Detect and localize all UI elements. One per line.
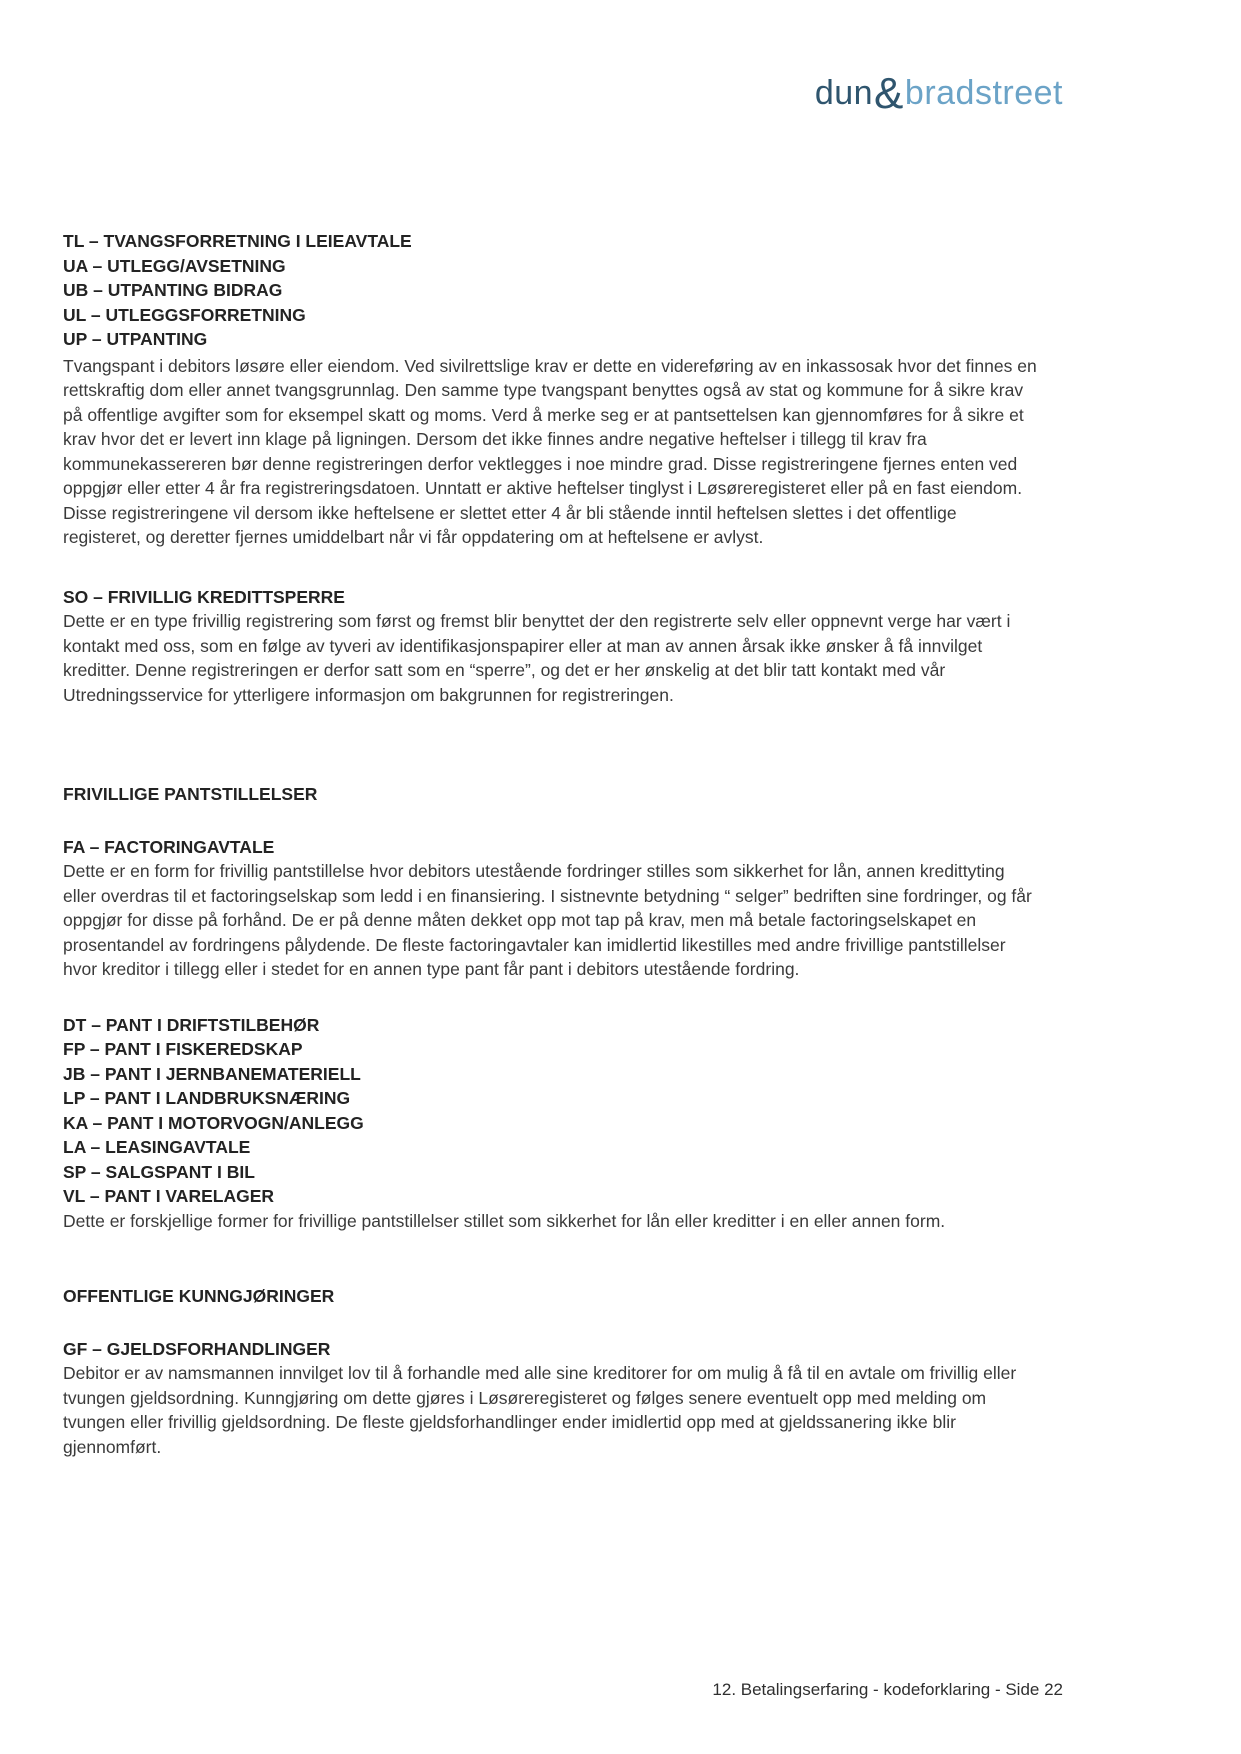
document-body	[63, 0, 1038, 1459]
code-line: UP – UTPANTING	[63, 329, 208, 349]
enforcement-description: Tvangspant i debitors løsøre eller eiendom. Ved sivilrettslige krav er dette en videreføring av en inkassosak hvor det finnes en rettskraftig dom eller annet tvangsgrunnlag. Den samme type tvangspant benyttes også av stat og kommune for å sikre krav på offentlige avgifter som for eksempel skatt og moms. Verd å merke seg er at pantsettelsen kan gjennomføres for å sikre et krav hvor det er levert inn klage på ligningen. Dersom det ikke finnes andre negative heftelser i tillegg til krav fra kommunekassereren bør denne registreringen derfor vektlegges i noe mindre grad. Disse registreringene fjernes enten ved oppgjør eller etter 4 år fra registreringsdatoen. Unntatt er aktive heftelser tinglyst i Løsøreregisteret eller på en fast eiendom. Disse registreringene vil dersom ikke heftelsene er slettet etter 4 år bli stående inntil heftelsen slettes i det offentlige registeret, og deretter fjernes umiddelbart når vi får oppdatering om at heftelsene er avlyst.	[63, 355, 1037, 547]
code-line: JB – PANT I JERNBANEMATERIELL	[63, 1063, 361, 1084]
code-line: FP – PANT I FISKEREDSKAP	[63, 1039, 303, 1059]
pledge-code-list	[63, 1013, 1038, 1209]
heading-gf-gjeldsforhandlinger: GF – GJELDSFORHANDLINGER	[63, 1338, 331, 1359]
so-description: Dette er en type frivillig registrering som først og fremst blir benyttet der den registrerte selv eller oppnevnt verge har vært i kontakt med oss, som en følge av tyveri av identifikasjonspapirer eller at man av annen årsak ikke ønsker å få innvilget kreditter. Denne registreringen er derfor satt som en “sperre”, og det er her ønskelig at det blir tatt kontakt med vår Utredningsservice for ytterligere informasjon om bakgrunnen for registreringen.	[63, 611, 1011, 705]
logo-word-bradstreet: bradstreet	[904, 74, 1063, 112]
code-line: SP – SALGSPANT I BIL	[63, 1161, 255, 1182]
pledge-description: Dette er forskjellige former for frivillige pantstillelser stillet som sikkerhet for lån eller kreditter i en eller annen form.	[63, 1210, 946, 1231]
logo-ampersand-icon: &	[874, 69, 904, 118]
gf-description: Debitor er av namsmannen innvilget lov til å forhandle med alle sine kreditorer for om mulig å få til en avtale om frivillig eller tvungen gjeldsordning. Kunngjøring om dette gjøres i Løsøreregisteret og følges senere eventuelt opp med melding om tvungen eller frivillig gjeldsordning. De fleste gjeldsforhandlinger ender imidlertid opp med at gjeldssanering ikke blir gjennomført.	[63, 1363, 1017, 1457]
code-line: LP – PANT I LANDBRUKSNÆRING	[63, 1088, 351, 1108]
code-line: UB – UTPANTING BIDRAG	[63, 280, 283, 300]
heading-so-kredittsperre: SO – FRIVILLIG KREDITTSPERRE	[63, 586, 345, 607]
enforcement-code-list	[63, 229, 1038, 352]
footer-page-label: 12. Betalingserfaring - kodeforklaring - Side 22	[712, 1680, 1063, 1699]
heading-fa-factoringavtale: FA – FACTORINGAVTALE	[63, 836, 275, 857]
logo-word-dun: dun	[814, 74, 874, 112]
code-line: TL – TVANGSFORRETNING I LEIEAVTALE	[63, 231, 412, 251]
code-line: LA – LEASINGAVTALE	[63, 1137, 251, 1157]
code-line: UL – UTLEGGSFORRETNING	[63, 304, 306, 325]
code-line: KA – PANT I MOTORVOGN/ANLEGG	[63, 1112, 364, 1133]
code-line: UA – UTLEGG/AVSETNING	[63, 255, 286, 276]
code-line: DT – PANT I DRIFTSTILBEHØR	[63, 1014, 320, 1035]
fa-description: Dette er en form for frivillig pantstillelse hvor debitors utestående fordringer stilles som sikkerhet for lån, annen kredittyting eller overdras til et factoringselskap som ledd i en finansiering. I sistnevnte betydning “ selger” bedriften sine fordringer, og får oppgjør for disse på forhånd. De er på denne måten dekket opp mot tap på krav, men må betale factoringselskapet en prosentandel av fordringens pålydende. De fleste factoringavtaler kan imidlertid likestilles med andre frivillige pantstillelser hvor kreditor i tillegg eller i stedet for en annen type pant får pant i debitors utestående fordring.	[63, 861, 1032, 979]
section-title-offentlige-kunngjoringer: OFFENTLIGE KUNNGJØRINGER	[63, 1286, 335, 1306]
section-title-frivillige-pantstillelser: FRIVILLIGE PANTSTILLELSER	[63, 784, 318, 804]
code-line: VL – PANT I VARELAGER	[63, 1186, 274, 1206]
